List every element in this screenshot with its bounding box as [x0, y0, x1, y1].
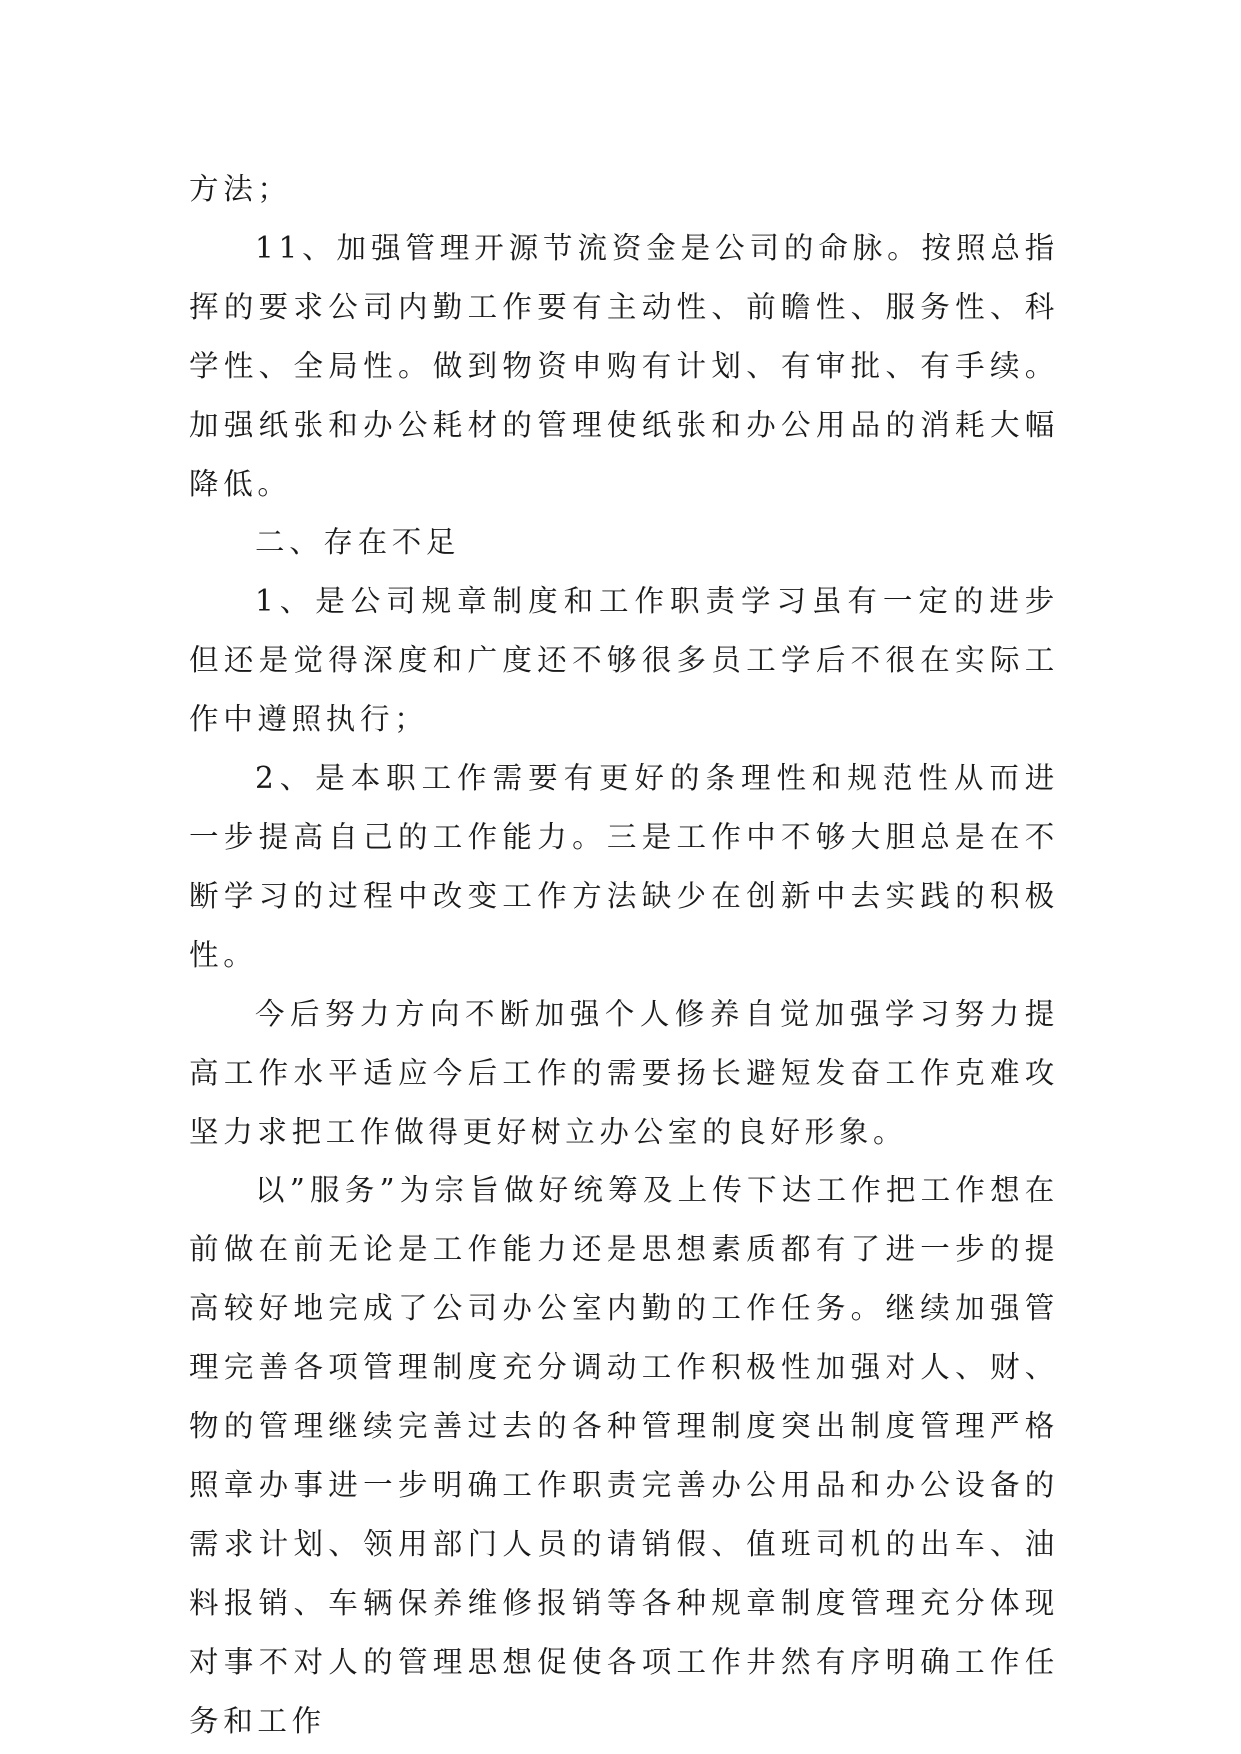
paragraph-service-summary: 以”服务”为宗旨做好统筹及上传下达工作把工作想在前做在前无论是工作能力还是思想素质都有了进一步的提高较好地完成了公司办公室内勤的工作任务。继续加强管理完善各项管理制度充分调动工作积极性加强对人、财、物的管理继续完善过去的各种管理制度突出制度管理严格照章办事进一步明确工作职责完善办公用品和办公设备的需求计划、领用部门人员的请销假、值班司机的出车、油料报销、车辆保养维修报销等各种规章制度管理充分体现对事不对人的管理思想促使各项工作井然有序明确工作任务和工作: [189, 1173, 1059, 1738]
paragraph-shortcoming-1: 1、是公司规章制度和工作职责学习虽有一定的进步但还是觉得深度和广度还不够很多员工学后不很在实际工作中遵照执行；: [189, 584, 1059, 737]
paragraph-shortcoming-2: 2、是本职工作需要有更好的条理性和规范性从而进一步提高自己的工作能力。三是工作中不够大胆总是在不断学习的过程中改变工作方法缺少在创新中去实践的积极性。: [189, 761, 1059, 972]
section-heading-shortcomings: 二、存在不足: [255, 525, 461, 560]
paragraph-method-end: 方法；: [189, 172, 292, 206]
paragraph-item-11: 11、加强管理开源节流资金是公司的命脉。按照总指挥的要求公司内勤工作要有主动性、前瞻性、服务性、科学性、全局性。做到物资申购有计划、有审批、有手续。加强纸张和办公耗材的管理使纸张和办公用品的消耗大幅降低。: [189, 230, 1059, 501]
paragraph-future-direction: 今后努力方向不断加强个人修养自觉加强学习努力提高工作水平适应今后工作的需要扬长避短发奋工作克难攻坚力求把工作做得更好树立办公室的良好形象。: [189, 996, 1059, 1149]
body-text: [189, 160, 1059, 1750]
